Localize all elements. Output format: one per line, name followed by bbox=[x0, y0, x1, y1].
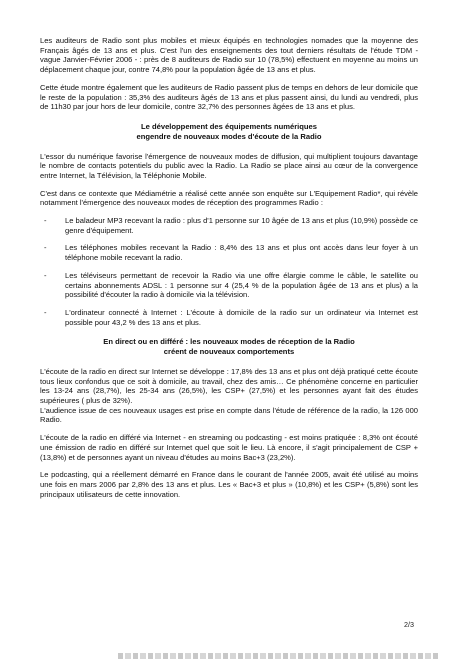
list-item bbox=[40, 308, 418, 327]
cut-off-text-strip bbox=[118, 653, 438, 659]
list-item bbox=[40, 243, 418, 262]
section-2-paragraph-1b: L'audience issue de ces nouveaux usages est prise en compte dans l'étude de référence de la radio, la 126 000 Radio. bbox=[40, 405, 418, 425]
section-2-paragraph-3: Le podcasting, qui a réellement démarré en France dans le courant de l'année 2005, avait été utilisé au moins une fois en mars 2006 par 2,8% des 13 ans et plus. Les « Bac+3 et plus » (10,8%) et les CSP+ (5,8%) sont les principaux utilisateurs de cette innovation. bbox=[40, 470, 418, 499]
section-1-paragraph-1: L'essor du numérique favorise l'émergence de nouveaux modes de diffusion, qui multiplient toujours davantage le nombre de contacts potentiels du public avec la Radio. La Radio se place ainsi au cœur de la convergence entre Internet, la Télévision, la Téléphonie Mobile. bbox=[40, 151, 418, 180]
section-2-heading bbox=[40, 337, 418, 357]
list-item bbox=[40, 216, 418, 235]
section-1-heading bbox=[40, 122, 418, 142]
document-body bbox=[40, 36, 418, 507]
section-2-heading-line-1: En direct ou en différé : les nouveaux modes de réception de la Radio bbox=[103, 337, 355, 347]
reception-modes-list bbox=[40, 216, 418, 327]
intro-paragraph-2: Cette étude montre également que les auditeurs de Radio passent plus de temps en dehors de leur domicile que le reste de la population : 35,3% des auditeurs âgés de 13 ans et plus passent ainsi, du lundi au vendredi, plus de 11h30 par jour hors de leur domicile, contre 32,7% des personnes âgées de 13 ans et plus. bbox=[40, 82, 418, 112]
section-2-paragraph-2: L'écoute de la radio en différé via Internet - en streaming ou podcasting - est moins pratiquée : 8,3% ont écouté une émission de radio en différé sur Internet quel que soit le lieu. Là encore, il s'agit principalement de CSP + (13,8%) et de personnes ayant un niveau d'études au moins Bac+3 (23,2%). bbox=[40, 433, 418, 462]
bullet-dash: - bbox=[44, 270, 47, 280]
section-2-heading-line-2: créent de nouveaux comportements bbox=[163, 347, 295, 357]
section-1-heading-line-2: engendre de nouveaux modes d'écoute de la Radio bbox=[136, 131, 322, 141]
bullet-dash: - bbox=[44, 307, 47, 317]
section-1-heading-line-1: Le développement des équipements numériques bbox=[141, 121, 317, 131]
section-2-paragraph-1: L'écoute de la radio en direct sur Internet se développe : 17,8% des 13 ans et plus ont déjà pratiqué cette écoute tous lieux confondus que ce soit à domicile, au travail, chez des amis… Ce phénomène concerne en particulier les 13-24 ans (28,7%), les 25-34 ans (26,5%), les CSP+ (27,5%) et les personnes ayant fait des études supérieures ( plus de 32%). bbox=[40, 366, 418, 406]
section-1-paragraph-2: C'est dans ce contexte que Médiamétrie a réalisé cette année son enquête sur L'Equipement Radio*, qui révèle notamment l'émergence des nouveaux modes de réception des programmes Radio : bbox=[40, 188, 418, 208]
bullet-dash: - bbox=[44, 243, 47, 253]
list-item bbox=[40, 271, 418, 300]
page-number: 2/3 bbox=[404, 620, 414, 629]
list-item-text: Les téléviseurs permettant de recevoir la Radio via une offre élargie comme le câble, le satellite ou certains abonnements ADSL : 1 personne sur 4 (25,4 % de la population âgée de 13 ans et plus) a la possibilité d'écouter la radio à domicile via la télévision. bbox=[65, 270, 418, 300]
bullet-dash: - bbox=[44, 216, 47, 226]
next-page-edge bbox=[0, 652, 460, 660]
list-item-text: Le baladeur MP3 recevant la radio : plus d'1 personne sur 10 âgée de 13 ans et plus (10,9%) possède ce genre d'équipement. bbox=[65, 216, 418, 235]
list-item-text: L'ordinateur connecté à Internet : L'écoute à domicile de la radio sur un ordinateur via Internet est possible pour 43,2 % des 13 ans et plus. bbox=[65, 307, 418, 327]
intro-paragraph-1: Les auditeurs de Radio sont plus mobiles et mieux équipés en technologies nomades que la moyenne des Français âgés de 13 ans et plus. C'est l'un des enseignements des tout derniers résultats de l'étude TDM - vague Janvier-Février 2006 - : près de 8 auditeurs de Radio sur 10 (78,5%) effectuent en moyenne au moins un déplacement chaque jour, contre 74,8% pour la population âgée de 13 ans et plus. bbox=[40, 36, 418, 75]
list-item-text: Les téléphones mobiles recevant la Radio : 8,4% des 13 ans et plus ont accès dans leur foyer à un téléphone mobile recevant la radio. bbox=[65, 243, 418, 263]
